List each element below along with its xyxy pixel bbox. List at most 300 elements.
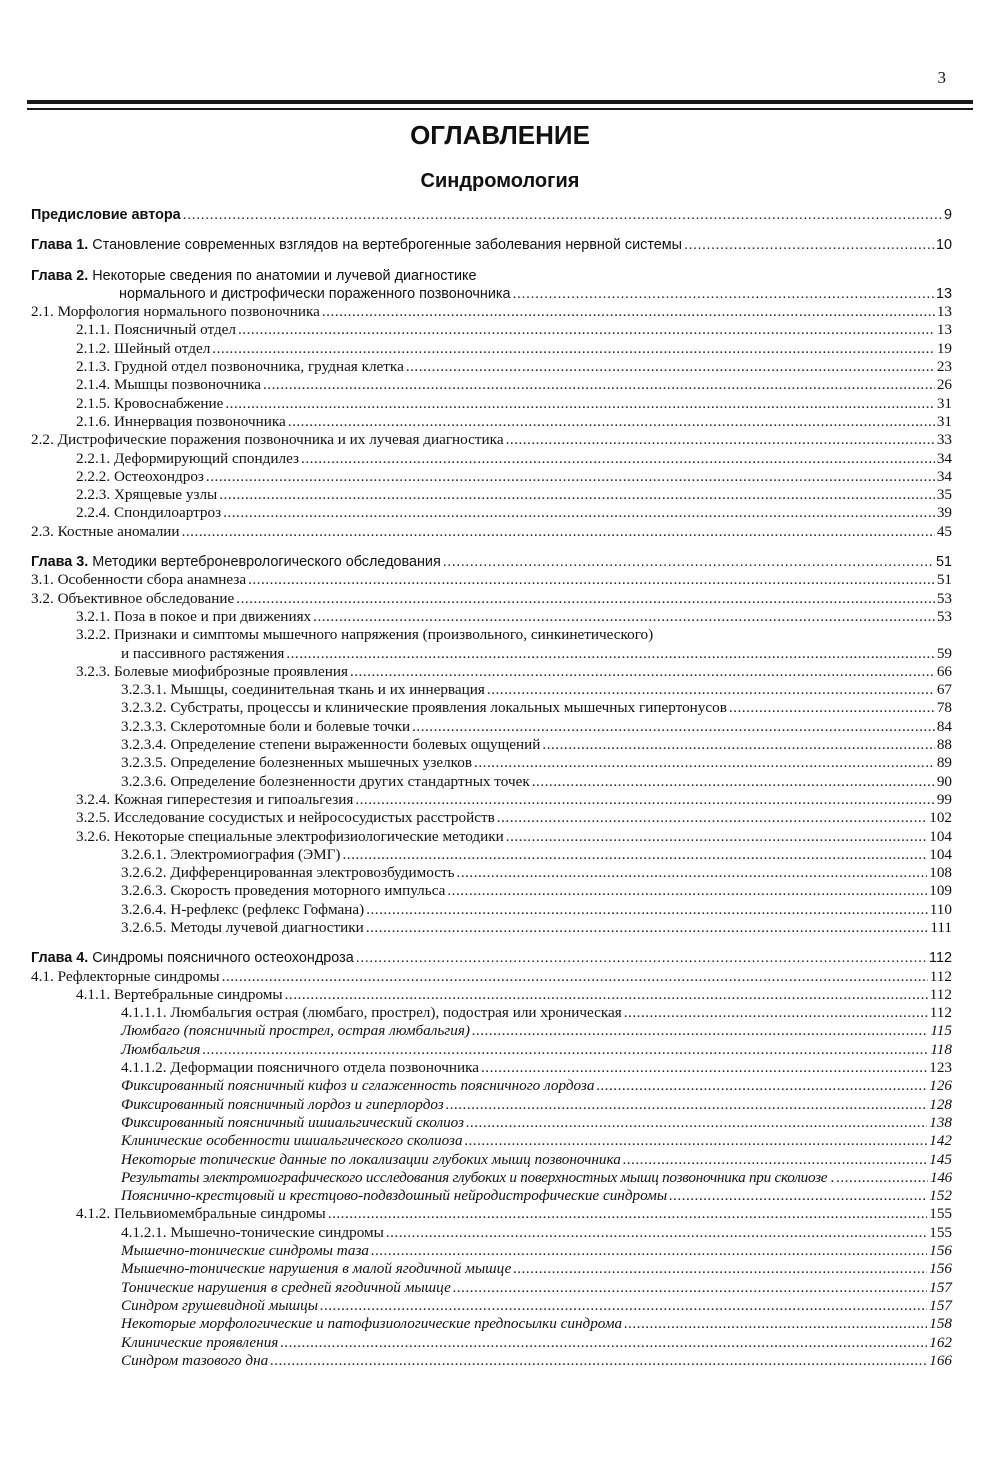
toc-entry-title: Некоторые морфологические и патофизиологические предпосылки синдрома bbox=[121, 1315, 623, 1333]
chapter-label: Глава 4. bbox=[31, 950, 89, 967]
toc-entry-title: 3.2.6.1. Электромиография (ЭМГ) bbox=[121, 845, 341, 863]
chapter-label: Глава 2. bbox=[31, 267, 89, 284]
toc-entry-title: 3.2.6.5. Методы лучевой диагностики bbox=[121, 918, 364, 936]
toc-page-number: 9 bbox=[943, 207, 952, 223]
toc-page-number: 142 bbox=[929, 1132, 952, 1150]
toc-entry-title: нормального и дистрофически пораженного позвоночника bbox=[119, 285, 511, 302]
toc-page-number: 99 bbox=[936, 790, 952, 808]
toc-page-number: 35 bbox=[936, 486, 952, 504]
dot-leader bbox=[320, 1297, 927, 1315]
toc-entry bbox=[31, 986, 952, 1004]
toc-entry-text bbox=[76, 986, 283, 1004]
toc-entry-text bbox=[121, 1242, 369, 1260]
toc-entry bbox=[31, 1352, 952, 1370]
dot-leader bbox=[513, 1260, 927, 1278]
dot-leader bbox=[532, 773, 935, 791]
toc-entry-title: 3.2.3.1. Мышцы, соединительная ткань и их иннервация bbox=[121, 681, 485, 699]
dot-leader bbox=[366, 919, 929, 937]
toc-entry-text bbox=[121, 901, 364, 919]
toc-entry-title: 4.1.1.2. Деформации поясничного отдела позвоночника bbox=[121, 1059, 479, 1077]
toc-page-number: 138 bbox=[929, 1113, 952, 1131]
toc-entry bbox=[31, 590, 952, 608]
toc-entry-title: 3.2.3. Болевые миофиброзные проявления bbox=[76, 662, 348, 680]
toc-entry-title: 3.2.6.4. Н-рефлекс (рефлекс Гофмана) bbox=[121, 900, 365, 918]
toc-entry bbox=[31, 1041, 952, 1059]
toc-entry-text bbox=[76, 626, 653, 644]
toc-page-number: 112 bbox=[929, 1004, 952, 1022]
dot-leader bbox=[624, 1004, 928, 1022]
toc-entry-text bbox=[121, 681, 485, 699]
toc-entry bbox=[31, 395, 952, 413]
toc-entry-text bbox=[31, 590, 234, 608]
toc-entry-title: Синдром тазового дна bbox=[121, 1351, 269, 1369]
toc-entry bbox=[31, 1077, 952, 1095]
toc-page-number: 123 bbox=[929, 1059, 952, 1077]
toc-entry bbox=[31, 523, 952, 541]
toc-entry-text bbox=[76, 809, 495, 827]
toc-page-number: 34 bbox=[936, 467, 952, 485]
toc-entry-title: Синдромы поясничного остеохондроза bbox=[88, 950, 354, 967]
toc-entry bbox=[31, 1260, 952, 1278]
toc-entry-text bbox=[121, 1096, 444, 1114]
toc-entry-title: 2.1.4. Мышцы позвоночника bbox=[76, 376, 261, 394]
toc-entry-title: Мышечно-тонические нарушения в малой ягодичной мышце bbox=[121, 1260, 512, 1278]
toc-entry-title: 2.2.2. Остеохондроз bbox=[76, 467, 204, 485]
dot-leader bbox=[371, 1242, 927, 1260]
section-subtitle: Синдромология bbox=[420, 170, 580, 192]
dot-leader bbox=[313, 608, 935, 626]
toc-entry-text bbox=[121, 846, 340, 864]
toc-entry bbox=[31, 413, 952, 431]
toc-entry bbox=[31, 626, 952, 644]
toc-entry bbox=[31, 1315, 952, 1333]
toc-entry-title: Некоторые топические данные по локализации глубоких мышц позвоночника bbox=[121, 1150, 621, 1168]
dot-leader bbox=[225, 395, 934, 413]
toc-entry-title: 4.1.1. Вертебральные синдромы bbox=[76, 985, 283, 1003]
toc-page-number: 78 bbox=[936, 699, 952, 717]
toc-page-number: 88 bbox=[936, 736, 952, 754]
toc-page-number: 108 bbox=[929, 864, 952, 882]
toc-entry-title: 3.2.4. Кожная гиперестезия и гипоальгезия bbox=[76, 790, 354, 808]
toc-entry-title: 2.2. Дистрофические поражения позвоночника и их лучевая диагностика bbox=[31, 431, 504, 449]
toc-entry-text bbox=[121, 699, 727, 717]
dot-leader bbox=[386, 1224, 927, 1242]
toc-entry-title: 3.1. Особенности сбора анамнеза bbox=[31, 571, 247, 589]
dot-leader bbox=[301, 450, 935, 468]
toc-entry bbox=[31, 1242, 952, 1260]
dot-leader bbox=[453, 1279, 927, 1297]
toc-entry bbox=[31, 1004, 952, 1022]
toc-entry-text bbox=[121, 1041, 200, 1059]
toc-page-number: 111 bbox=[930, 918, 952, 936]
dot-leader bbox=[183, 206, 942, 224]
toc-entry bbox=[31, 809, 952, 827]
dot-leader bbox=[238, 321, 935, 339]
toc-entry-text bbox=[31, 553, 441, 571]
toc-entry-title: 4.1.2.1. Мышечно-тонические синдромы bbox=[121, 1223, 384, 1241]
toc-entry-title: Люмбальгия bbox=[121, 1040, 201, 1058]
toc-entry-text bbox=[76, 358, 404, 376]
toc-entry-text bbox=[121, 645, 284, 663]
dot-leader bbox=[350, 663, 935, 681]
toc-entry-text bbox=[121, 736, 540, 754]
toc-entry-text bbox=[121, 1022, 470, 1040]
dot-leader bbox=[322, 303, 935, 321]
toc-entry bbox=[31, 431, 952, 449]
toc-entry bbox=[31, 1187, 952, 1205]
toc-entry bbox=[31, 828, 952, 846]
toc-entry bbox=[31, 846, 952, 864]
toc-entry bbox=[31, 468, 952, 486]
toc-entry bbox=[31, 864, 952, 882]
toc-entry-title: 3.2.3.4. Определение степени выраженности болевых ощущений bbox=[121, 736, 541, 754]
toc-page-number: 13 bbox=[936, 303, 952, 321]
toc-entry-text bbox=[76, 395, 223, 413]
toc-entry-title: Некоторые сведения по анатомии и лучевой диагностике bbox=[88, 267, 477, 284]
toc-page-number: 26 bbox=[936, 376, 952, 394]
toc-entry-text bbox=[31, 431, 504, 449]
dot-leader bbox=[669, 1187, 927, 1205]
toc-entry-title: 2.1.6. Иннервация позвоночника bbox=[76, 412, 286, 430]
toc-entry-text bbox=[121, 864, 455, 882]
toc-entry-text bbox=[121, 1297, 318, 1315]
toc-entry-text bbox=[31, 949, 354, 967]
toc-entry bbox=[31, 450, 952, 468]
toc-page-number: 145 bbox=[929, 1150, 952, 1168]
dot-leader bbox=[457, 864, 928, 882]
dot-leader bbox=[481, 1059, 927, 1077]
dot-leader bbox=[506, 828, 927, 846]
toc-entry-text bbox=[76, 791, 353, 809]
toc-entry-text bbox=[121, 773, 530, 791]
toc-page-number: 156 bbox=[929, 1242, 952, 1260]
dot-leader bbox=[355, 791, 935, 809]
toc-page-number: 162 bbox=[929, 1333, 952, 1351]
toc-entry bbox=[31, 681, 952, 699]
toc-page-number: 157 bbox=[929, 1278, 952, 1296]
toc-entry bbox=[31, 882, 952, 900]
toc-page-number: 118 bbox=[930, 1040, 952, 1058]
dot-leader bbox=[684, 236, 934, 254]
toc-page-number: 10 bbox=[935, 237, 952, 254]
toc-entry bbox=[31, 376, 952, 394]
toc-entry bbox=[31, 949, 952, 967]
toc-entry-text bbox=[121, 1059, 479, 1077]
toc-entry-text bbox=[121, 1260, 511, 1278]
toc-entry bbox=[31, 358, 952, 376]
toc-page-number: 156 bbox=[929, 1260, 952, 1278]
toc-entry bbox=[31, 791, 952, 809]
dot-leader bbox=[487, 681, 935, 699]
toc-entry-title: 3.2.6. Некоторые специальные электрофизиологические методики bbox=[76, 827, 504, 845]
dot-leader bbox=[202, 1041, 928, 1059]
dot-leader bbox=[236, 590, 935, 608]
toc-entry-title: 2.1.1. Поясничный отдел bbox=[76, 321, 236, 339]
toc-entry bbox=[31, 1334, 952, 1352]
toc-entry-text bbox=[31, 968, 220, 986]
toc-page-number: 84 bbox=[936, 717, 952, 735]
dot-leader bbox=[286, 645, 935, 663]
toc-entry-text bbox=[76, 1205, 326, 1223]
toc-page-number: 45 bbox=[936, 522, 952, 540]
chapter-label: Предисловие автора bbox=[31, 207, 181, 223]
toc-entry-text bbox=[31, 236, 682, 254]
toc-entry-text bbox=[31, 267, 477, 285]
toc-entry-title: Фиксированный поясничный кифоз и сглаженность поясничного лордоза bbox=[121, 1077, 595, 1095]
toc-entry-text bbox=[76, 486, 217, 504]
toc-entry-text bbox=[76, 321, 236, 339]
toc-entry bbox=[31, 645, 952, 663]
toc-entry-text bbox=[76, 468, 204, 486]
dot-leader bbox=[288, 413, 935, 431]
dot-leader bbox=[406, 358, 935, 376]
toc-entry bbox=[31, 504, 952, 522]
toc-entry-title: 4.1.2. Пельвиомембральные синдромы bbox=[76, 1205, 326, 1223]
toc-entry-title: 3.2.1. Поза в покое и при движениях bbox=[76, 607, 312, 625]
toc-page-number: 23 bbox=[936, 358, 952, 376]
toc-page-number: 51 bbox=[935, 554, 952, 571]
toc-page-number: 39 bbox=[936, 504, 952, 522]
toc-entry-text bbox=[121, 1187, 667, 1205]
toc-entry-text bbox=[76, 450, 299, 468]
dot-leader bbox=[729, 699, 935, 717]
toc-page-number: 53 bbox=[936, 589, 952, 607]
toc-page-number: 51 bbox=[936, 571, 952, 589]
toc-page-number: 155 bbox=[929, 1205, 952, 1223]
toc-entry bbox=[31, 1224, 952, 1242]
toc-entry-title: 2.2.3. Хрящевые узлы bbox=[76, 486, 218, 504]
toc-page-number: 155 bbox=[929, 1223, 952, 1241]
toc-page-number: 89 bbox=[936, 754, 952, 772]
toc-page-number: 115 bbox=[930, 1022, 952, 1040]
toc-page-number: 112 bbox=[929, 985, 952, 1003]
dot-leader bbox=[412, 718, 935, 736]
toc-entry-title: Методики вертеброневрологического обследования bbox=[88, 554, 441, 571]
toc-entry-text bbox=[76, 608, 311, 626]
toc-entry bbox=[31, 1132, 952, 1150]
toc-entry bbox=[31, 206, 952, 224]
toc-entry-title: Фиксированный поясничный лордоз и гиперлордоз bbox=[121, 1095, 444, 1113]
toc-entry bbox=[31, 285, 952, 303]
toc-entry-title: Результаты электромиографического исследования глубоких и поверхностных мышц позвоночника при сколиозе . bbox=[121, 1168, 835, 1186]
toc-entry-text bbox=[31, 523, 180, 541]
dot-leader bbox=[212, 340, 935, 358]
toc-page-number: 67 bbox=[936, 681, 952, 699]
toc-entry-title: 3.2.6.3. Скорость проведения моторного импульса bbox=[121, 882, 446, 900]
toc-entry-text bbox=[121, 1132, 463, 1150]
dot-leader bbox=[263, 376, 935, 394]
toc-entry-text bbox=[76, 828, 504, 846]
toc-page-number: 13 bbox=[935, 285, 952, 302]
dot-leader bbox=[513, 285, 934, 303]
toc-entry-title: 4.1.1.1. Люмбальгия острая (люмбаго, прострел), подострая или хроническая bbox=[121, 1004, 622, 1022]
toc-entry bbox=[31, 699, 952, 717]
dot-leader bbox=[472, 1022, 928, 1040]
dot-leader bbox=[182, 523, 935, 541]
toc-entry bbox=[31, 553, 952, 571]
toc-entry-text bbox=[121, 718, 410, 736]
toc-entry-text bbox=[121, 1352, 268, 1370]
toc-entry bbox=[31, 303, 952, 321]
toc-page-number: 166 bbox=[929, 1351, 952, 1369]
toc-entry-text bbox=[121, 882, 445, 900]
toc-entry-title: 2.1. Морфология нормального позвоночника bbox=[31, 303, 320, 321]
toc-entry bbox=[31, 663, 952, 681]
toc-entry bbox=[31, 267, 952, 285]
dot-leader bbox=[206, 468, 935, 486]
toc-page-number: 109 bbox=[929, 882, 952, 900]
toc-page-number: 146 bbox=[929, 1168, 952, 1186]
header-rule-thick bbox=[27, 100, 973, 104]
toc-entry-text bbox=[31, 303, 320, 321]
toc-entry bbox=[31, 1114, 952, 1132]
toc-entry bbox=[31, 773, 952, 791]
toc-entry-title: Синдром грушевидной мышцы bbox=[121, 1296, 319, 1314]
toc-entry-title: 3.2.3.2. Субстраты, процессы и клинические проявления локальных мышечных гипертонусов bbox=[121, 699, 727, 717]
toc-entry-text bbox=[121, 1315, 622, 1333]
toc-entry-title: Тонические нарушения в средней ягодичной мышце bbox=[121, 1278, 451, 1296]
toc-entry bbox=[31, 1169, 952, 1187]
toc-entry-title: 4.1. Рефлекторные синдромы bbox=[31, 967, 220, 985]
header-rule-thin bbox=[27, 108, 973, 110]
toc-entry-title: 2.1.2. Шейный отдел bbox=[76, 339, 211, 357]
toc-entry-text bbox=[121, 1169, 834, 1187]
toc-page-number: 53 bbox=[936, 607, 952, 625]
toc-entry bbox=[31, 968, 952, 986]
toc-entry-title: Пояснично-крестцовый и крестцово-подвздошный нейродистрофические синдромы bbox=[121, 1187, 668, 1205]
dot-leader bbox=[474, 754, 935, 772]
toc-entry-text bbox=[121, 1114, 464, 1132]
dot-leader bbox=[466, 1114, 927, 1132]
toc-entry bbox=[31, 718, 952, 736]
chapter-label: Глава 3. bbox=[31, 554, 89, 571]
dot-leader bbox=[596, 1077, 927, 1095]
toc-page-number: 104 bbox=[929, 827, 952, 845]
toc-entry bbox=[31, 901, 952, 919]
toc-entry-text bbox=[119, 285, 511, 303]
toc-entry-text bbox=[121, 1151, 621, 1169]
dot-leader bbox=[356, 949, 927, 967]
toc-entry bbox=[31, 1205, 952, 1223]
toc-entry-text bbox=[121, 1077, 594, 1095]
page-title: ОГЛАВЛЕНИЕ bbox=[410, 120, 590, 150]
toc-page-number: 128 bbox=[929, 1095, 952, 1113]
toc-page-number: 158 bbox=[929, 1315, 952, 1333]
toc-entry-title: 3.2.5. Исследование сосудистых и нейрососудистых расстройств bbox=[76, 809, 495, 827]
toc-page-number: 112 bbox=[929, 950, 952, 967]
toc-page-number: 152 bbox=[929, 1187, 952, 1205]
toc-entry bbox=[31, 321, 952, 339]
dot-leader bbox=[624, 1315, 927, 1333]
dot-leader bbox=[248, 571, 935, 589]
toc-entry bbox=[31, 236, 952, 254]
toc-entry-title: 3.2.6.2. Дифференцированная электровозбудимость bbox=[121, 864, 455, 882]
toc-entry-text bbox=[121, 1004, 622, 1022]
toc-entry-text bbox=[121, 754, 472, 772]
dot-leader bbox=[836, 1169, 928, 1187]
toc-entry-title: Фиксированный поясничный ишиальгический сколиоз bbox=[121, 1113, 464, 1131]
toc-entry bbox=[31, 736, 952, 754]
toc-entry-text bbox=[31, 571, 246, 589]
dot-leader bbox=[447, 882, 927, 900]
toc-entry-title: 2.1.5. Кровоснабжение bbox=[76, 394, 224, 412]
toc-page-number: 90 bbox=[936, 772, 952, 790]
toc-entry-title: Становление современных взглядов на вертеброгенные заболевания нервной системы bbox=[88, 237, 683, 254]
dot-leader bbox=[443, 553, 934, 571]
toc-entry-text bbox=[31, 206, 181, 224]
toc-entry-title: 2.2.1. Деформирующий спондилез bbox=[76, 449, 300, 467]
toc-entry bbox=[31, 340, 952, 358]
toc-entry-text bbox=[121, 1334, 278, 1352]
toc-page-number: 126 bbox=[929, 1077, 952, 1095]
toc-entry-text bbox=[121, 919, 364, 937]
toc-page-number: 102 bbox=[929, 809, 952, 827]
page-number: 3 bbox=[937, 68, 946, 87]
toc-entry-text bbox=[76, 413, 286, 431]
toc-page-number: 112 bbox=[929, 967, 952, 985]
dot-leader bbox=[497, 809, 927, 827]
toc-entry-text bbox=[76, 504, 221, 522]
dot-leader bbox=[219, 486, 935, 504]
toc-page-number: 13 bbox=[936, 321, 952, 339]
toc-entry-title: 2.1.3. Грудной отдел позвоночника, грудная клетка bbox=[76, 358, 404, 376]
dot-leader bbox=[542, 736, 934, 754]
toc-entry-text bbox=[76, 376, 261, 394]
dot-leader bbox=[280, 1334, 927, 1352]
toc-page-number: 104 bbox=[929, 845, 952, 863]
toc-entry-title: Клинические особенности ишиальгического сколиоза bbox=[121, 1132, 463, 1150]
toc-entry-text bbox=[76, 340, 210, 358]
toc-page-number: 59 bbox=[936, 644, 952, 662]
toc-entry-text bbox=[121, 1224, 384, 1242]
toc-page-number: 31 bbox=[936, 394, 952, 412]
dot-leader bbox=[465, 1132, 928, 1150]
dot-leader bbox=[285, 986, 928, 1004]
toc-entry-title: Клинические проявления bbox=[121, 1333, 279, 1351]
toc-entry bbox=[31, 1151, 952, 1169]
chapter-label: Глава 1. bbox=[31, 237, 89, 254]
toc-entry bbox=[31, 1297, 952, 1315]
dot-leader bbox=[446, 1096, 928, 1114]
toc-entry bbox=[31, 1059, 952, 1077]
toc-entry bbox=[31, 486, 952, 504]
toc-entry bbox=[31, 1279, 952, 1297]
dot-leader bbox=[223, 504, 935, 522]
toc-entry-title: 3.2. Объективное обследование bbox=[31, 589, 235, 607]
toc-entry-title: 3.2.3.5. Определение болезненных мышечных узелков bbox=[121, 754, 473, 772]
toc-entry-title: 3.2.2. Признаки и симптомы мышечного напряжения (произвольного, синкинетического) bbox=[76, 626, 654, 644]
toc-entry bbox=[31, 1022, 952, 1040]
table-of-contents bbox=[31, 206, 952, 1370]
toc-entry-title: и пассивного растяжения bbox=[121, 644, 285, 662]
dot-leader bbox=[342, 846, 927, 864]
toc-entry-title: 3.2.3.6. Определение болезненности других стандартных точек bbox=[121, 772, 530, 790]
toc-entry-title: Мышечно-тонические синдромы таза bbox=[121, 1242, 370, 1260]
toc-entry-text bbox=[76, 663, 348, 681]
dot-leader bbox=[506, 431, 935, 449]
toc-entry-title: Люмбаго (поясничный прострел, острая люмбальгия) bbox=[121, 1022, 470, 1040]
toc-entry-title: 2.3. Костные аномалии bbox=[31, 522, 180, 540]
toc-entry bbox=[31, 1096, 952, 1114]
toc-page-number: 19 bbox=[936, 339, 952, 357]
toc-page-number: 157 bbox=[929, 1296, 952, 1314]
toc-page-number: 33 bbox=[936, 431, 952, 449]
dot-leader bbox=[328, 1205, 927, 1223]
toc-entry bbox=[31, 608, 952, 626]
toc-entry-title: 3.2.3.3. Склеротомные боли и болевые точки bbox=[121, 717, 411, 735]
toc-page-number: 34 bbox=[936, 449, 952, 467]
dot-leader bbox=[270, 1352, 927, 1370]
